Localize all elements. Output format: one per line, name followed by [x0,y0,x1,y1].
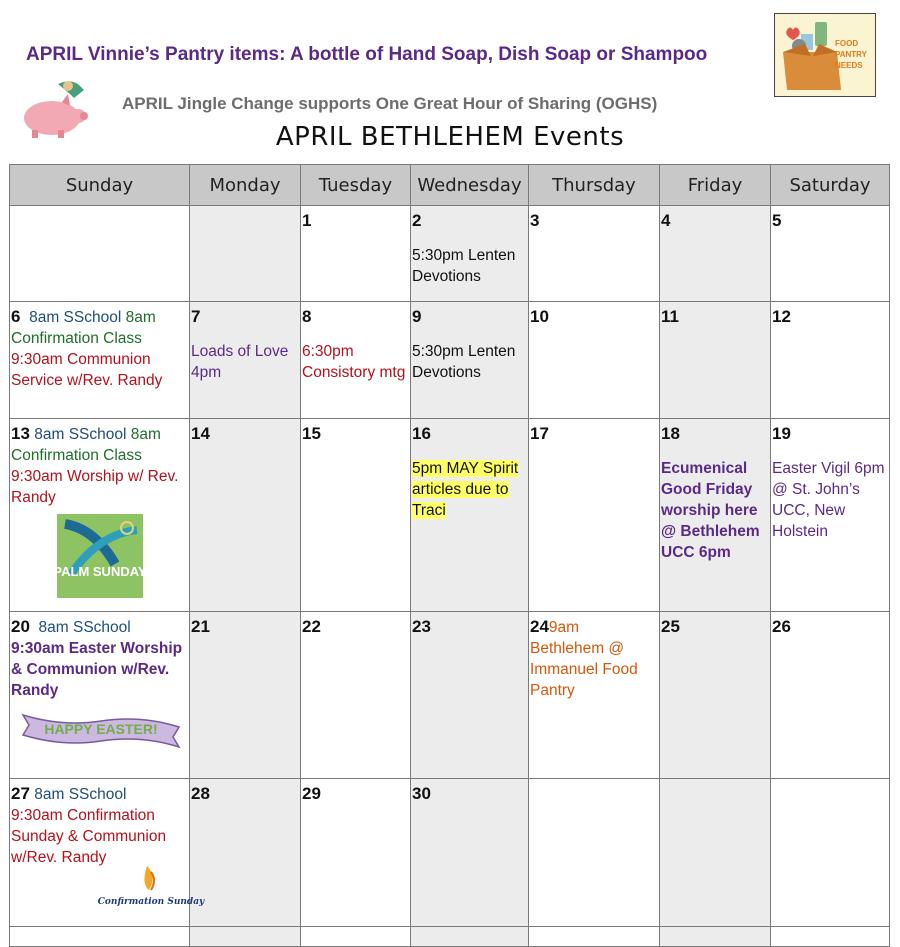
day-cell-14 [190,419,301,612]
week-row [10,612,890,779]
day-number: 9 [412,307,422,326]
day-number: 5 [772,211,782,230]
event-sunday-school: 8am SSchool [34,426,127,443]
day-cell-11 [660,302,771,419]
jingle-change-line: APRIL Jingle Change supports One Great Hour of Sharing (OGHS) [122,94,658,113]
event-worship: 9:30am Worship w/ Rev. Randy [11,468,179,506]
day-cell-empty [529,927,660,947]
day-cell-2 [411,206,529,302]
day-cell-empty [660,927,771,947]
day-cell-17 [529,419,660,612]
food-pantry-needs-image [774,13,876,97]
week-row-partial [10,927,890,947]
day-cell-3 [529,206,660,302]
day-cell-26 [771,612,890,779]
day-cell-empty [771,779,890,927]
event-food-pantry: Bethlehem @ Immanuel Food Pantry [530,640,638,699]
day-number: 30 [412,784,431,803]
day-cell-18 [660,419,771,612]
day-cell-16 [411,419,529,612]
day-number: 6 [11,307,21,326]
day-number: 8 [302,307,312,326]
weekday-monday: Monday [190,165,301,206]
event-easter-vigil: Easter Vigil 6pm @ St. John’s UCC, New Holstein [772,460,885,540]
food-pantry-needs-label: FOOD PANTRY NEEDS [835,39,867,70]
week-row [10,206,890,302]
day-cell-8 [301,302,411,419]
event-sunday-school: 8am SSchool [34,786,127,803]
april-calendar [9,164,890,947]
day-cell-empty [190,206,301,302]
day-cell-21 [190,612,301,779]
day-cell-19 [771,419,890,612]
event-confirmation-sunday: 9:30am Confirmation Sunday & Communion w/Rev. Randy [11,807,167,866]
page-title: APRIL BETHLEHEM Events [275,122,625,152]
confirmation-sunday-label: Confirmation Sunday [97,897,205,907]
week-row [10,419,890,612]
day-number: 17 [530,424,549,443]
day-cell-4 [660,206,771,302]
day-number: 26 [772,617,791,636]
day-number: 20 [11,617,30,636]
event-easter-worship: 9:30am Easter Worship & Communion w/Rev. Randy [11,640,183,699]
day-cell-25 [660,612,771,779]
day-cell-13 [10,419,190,612]
day-cell-12 [771,302,890,419]
confirmation-sunday-clipart [97,862,205,926]
event-consistory: 6:30pm Consistory mtg [302,343,406,381]
day-cell-23 [411,612,529,779]
day-number: 15 [302,424,321,443]
weekday-header-row [10,165,890,206]
day-cell-7 [190,302,301,419]
event-food-pantry-time: 9am [548,619,580,636]
day-cell-22 [301,612,411,779]
event-sunday-school: 8am SSchool [38,619,131,636]
day-cell-empty [411,927,529,947]
event-loads-of-love: Loads of Love 4pm [191,343,289,381]
day-number: 7 [191,307,201,326]
day-number: 23 [412,617,431,636]
day-number: 24 [530,617,549,636]
day-cell-empty [190,927,301,947]
day-number: 14 [191,424,210,443]
event-lenten-devotions: 5:30pm Lenten Devotions [412,247,516,285]
day-cell-9 [411,302,529,419]
day-number: 16 [412,424,431,443]
weekday-saturday: Saturday [771,165,890,206]
day-number: 21 [191,617,210,636]
event-communion-service: 9:30am Communion Service w/Rev. Randy [11,351,163,389]
day-number: 18 [661,424,680,443]
day-number: 2 [412,211,422,230]
day-cell-30 [411,779,529,927]
day-number: 13 [11,424,30,443]
weekday-thursday: Thursday [529,165,660,206]
happy-easter-label: HAPPY EASTER! [44,721,158,737]
event-confirmation-class: 8am Confirmation Class [11,426,161,464]
happy-easter-clipart [21,705,188,755]
day-number: 4 [661,211,671,230]
week-row [10,302,890,419]
day-number: 27 [11,784,30,803]
weekday-wednesday: Wednesday [411,165,529,206]
weekday-tuesday: Tuesday [301,165,411,206]
day-cell-empty [10,927,190,947]
event-lenten-devotions: 5:30pm Lenten Devotions [412,343,516,381]
day-number: 29 [302,784,321,803]
event-sunday-school: 8am SSchool [29,309,122,326]
event-spirit-articles: 5pm MAY Spirit articles due to Traci [412,460,519,519]
day-number: 22 [302,617,321,636]
day-cell-empty [529,779,660,927]
day-cell-10 [529,302,660,419]
weekday-friday: Friday [660,165,771,206]
weekday-sunday: Sunday [10,165,190,206]
day-cell-empty [301,927,411,947]
week-row [10,779,890,927]
day-cell-empty [660,779,771,927]
pantry-items-line: APRIL Vinnie’s Pantry items: A bottle of Hand Soap, Dish Soap or Shampoo [26,44,708,65]
day-cell-1 [301,206,411,302]
day-cell-6 [10,302,190,419]
day-number: 10 [530,307,549,326]
day-number: 19 [772,424,791,443]
palm-sunday-clipart [53,514,188,604]
day-number: 3 [530,211,540,230]
day-number: 25 [661,617,680,636]
day-number: 28 [191,784,210,803]
event-good-friday: Ecumenical Good Friday worship here @ Bethlehem UCC 6pm [661,460,760,561]
day-cell-empty [771,927,890,947]
day-cell-15 [301,419,411,612]
day-cell-29 [301,779,411,927]
event-confirmation-class: 8am Confirmation Class [11,309,156,347]
day-cell-5 [771,206,890,302]
palm-sunday-label: PALM SUNDAY [53,564,147,579]
day-cell-24 [529,612,660,779]
day-cell-empty [10,206,190,302]
day-number: 1 [302,211,312,230]
day-number: 12 [772,307,791,326]
day-cell-20 [10,612,190,779]
day-number: 11 [661,307,679,326]
day-cell-28 [190,779,301,927]
